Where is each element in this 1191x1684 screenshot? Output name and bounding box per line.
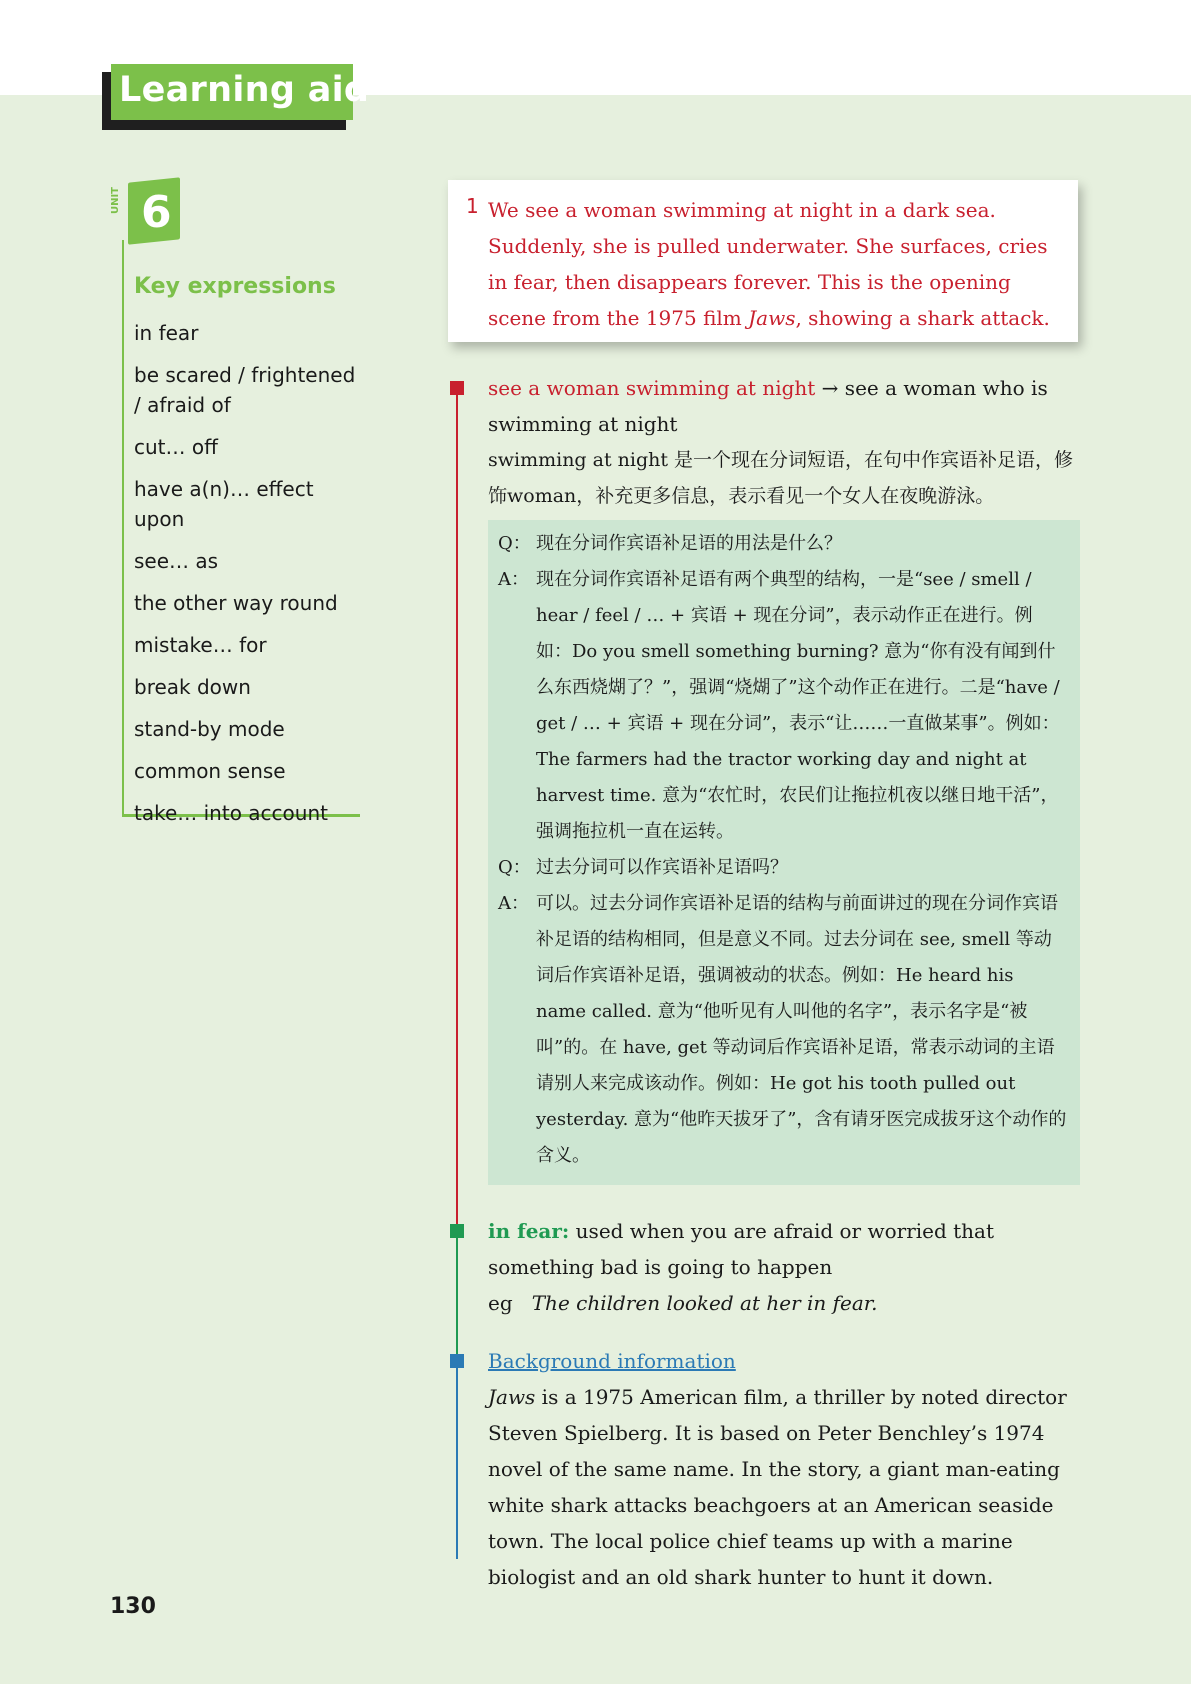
unit-number: 6 [141, 187, 172, 238]
key-expression-item: be scared / frightened / afraid of [134, 363, 356, 417]
page-number: 130 [110, 1594, 156, 1619]
example-box [448, 180, 1078, 342]
qa-box [488, 520, 1080, 1185]
key-expressions-title: Key expressions [134, 274, 336, 299]
qa-answer: A： 现在分词作宾语补足语有两个典型的结构，一是“see / smell / hear / feel / … + 宾语 + 现在分词”，表示动作正在进行。例如：Do you smell something burning? 意为“你有没有闻到什么东西烧煳了？”，强调“烧煳了”这个动作正在进行。二是“have / get / … + 宾语 + 现在分词”，表示“让……一直做某事”。例如：The farmers had the tractor working day and night at harvest time. 意为“农忙时，农民们让拖拉机夜以继日地干活”，强调拖拉机一直在运转。 [498, 569, 1060, 842]
background-info-text: Jaws is a 1975 American film, a thriller by noted director Steven Spielberg. It is based on Peter Benchley’s 1974 novel of the same name. In the story, a giant man-eating white shark attacks beachgoers at an American seaside town. The local police chief teams up with a marine biologist and an old shark hunter to hunt it down. [488, 1385, 1067, 1589]
note1-explanation: swimming at night 是一个现在分词短语，在句中作宾语补足语，修饰woman，补充更多信息，表示看见一个女人在夜晚游泳。 [488, 449, 1074, 507]
note3-connector [456, 1361, 458, 1559]
note2-example: eg The children looked at her in fear. [488, 1291, 878, 1315]
note1-heading: see a woman swimming at night → see a woman who is swimming at night [488, 376, 1048, 436]
unit-label: UNIT [110, 187, 121, 215]
example-number: 1 [466, 194, 479, 218]
note3-marker [450, 1354, 464, 1368]
example-text: We see a woman swimming at night in a dark sea. Suddenly, she is pulled underwater. She surfaces, cries in fear, then disappears forever. This is the opening scene from the 1975 film Jaws, showing a shark attack. [488, 198, 1050, 330]
key-expression-item: have a(n)… effect upon [134, 477, 314, 531]
qa-question: Q： 现在分词作宾语补足语的用法是什么？ [498, 533, 842, 554]
background-info-link[interactable]: Background information [488, 1349, 736, 1373]
key-expressions-list [134, 318, 364, 840]
key-expression-item: the other way round [134, 591, 338, 615]
key-expression-item: take… into account [134, 801, 328, 825]
key-expression-item: mistake… for [134, 633, 267, 657]
key-expression-item: break down [134, 675, 251, 699]
note2-marker [450, 1224, 464, 1238]
qa-answer: A： 可以。过去分词作宾语补足语的结构与前面讲过的现在分词作宾语补足语的结构相同，但是意义不同。过去分词在 see, smell 等动词后作宾语补足语，强调被动的状态。例如：He heard his name called. 意为“他听见有人叫他的名字”，表示名字是“被叫”的。在 have, get 等动词后作宾语补足语，常表示动词的主语请别人来完成该动作。例如：He got his tooth pulled out yesterday. 意为“他昨天拔牙了”，含有请牙医完成拔牙这个动作的含义。 [498, 893, 1067, 1166]
key-expression-item: common sense [134, 759, 286, 783]
note1-marker [450, 381, 464, 395]
note2-definition: in fear: used when you are afraid or worried that something bad is going to happen [488, 1219, 995, 1279]
qa-question: Q： 过去分词可以作宾语补足语吗？ [498, 857, 788, 878]
note1-connector [456, 388, 458, 1231]
key-expression-item: cut… off [134, 435, 218, 459]
key-expression-item: in fear [134, 321, 199, 345]
note2-connector [456, 1231, 458, 1361]
page-title: Learning aid [119, 70, 370, 110]
key-expression-item: see… as [134, 549, 219, 573]
sidebar-rule [122, 240, 124, 816]
key-expression-item: stand-by mode [134, 717, 285, 741]
